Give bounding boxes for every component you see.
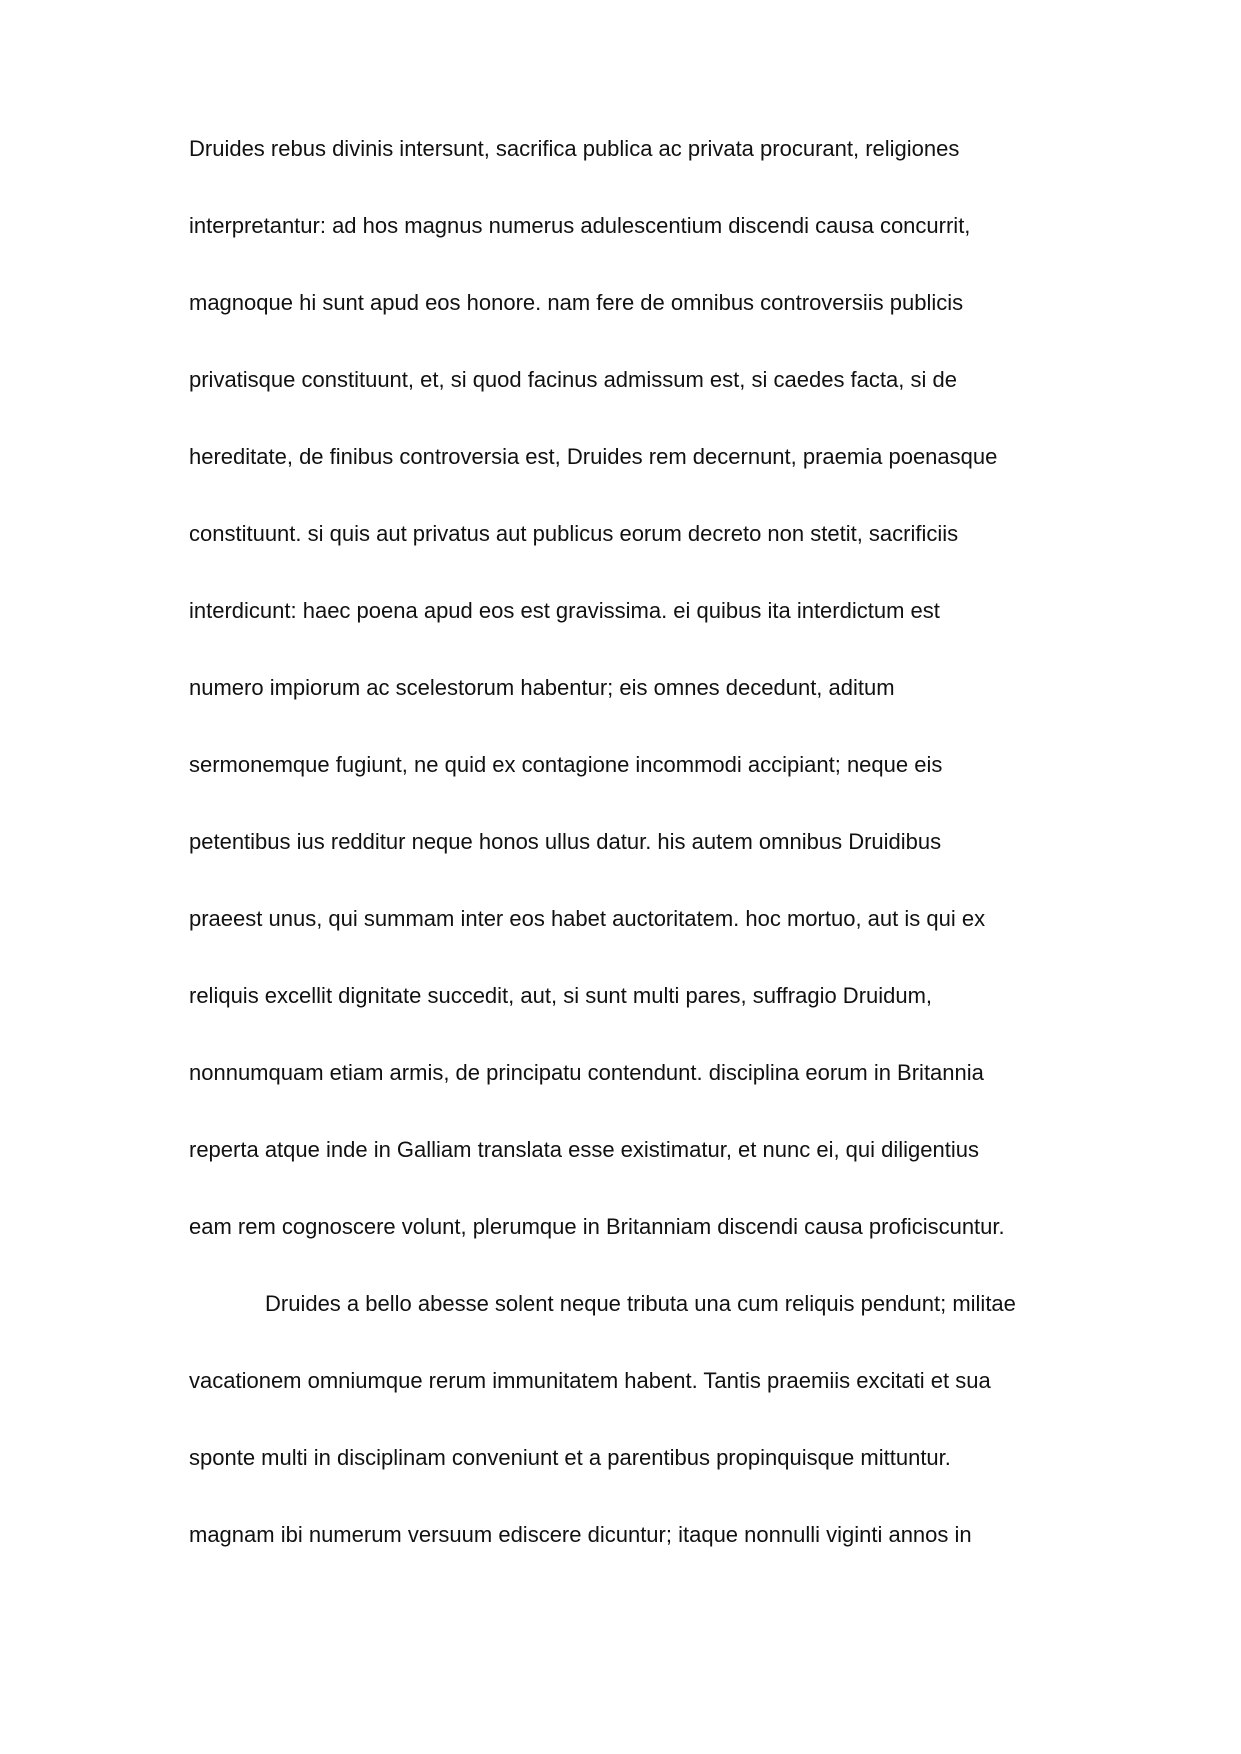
- text-line: magnam ibi numerum versuum ediscere dicuntur; itaque nonnulli viginti annos in: [189, 1522, 972, 1547]
- document-body-text: [189, 133, 1069, 1596]
- text-line: petentibus ius redditur neque honos ullus datur. his autem omnibus Druidibus: [189, 829, 942, 854]
- text-line: interpretantur: ad hos magnus numerus adulescentium discendi causa concurrit,: [189, 213, 971, 238]
- text-line: numero impiorum ac scelestorum habentur; eis omnes decedunt, aditum: [189, 675, 895, 700]
- text-line: nonnumquam etiam armis, de principatu contendunt. disciplina eorum in Britannia: [189, 1060, 984, 1085]
- text-line: magnoque hi sunt apud eos honore. nam fere de omnibus controversiis publicis: [189, 290, 964, 315]
- text-line: privatisque constituunt, et, si quod facinus admissum est, si caedes facta, si de: [189, 367, 957, 392]
- text-line: vacationem omniumque rerum immunitatem habent. Tantis praemiis excitati et sua: [189, 1368, 991, 1393]
- text-line: Druides rebus divinis intersunt, sacrifica publica ac privata procurant, religiones: [189, 136, 960, 161]
- text-line: reperta atque inde in Galliam translata esse existimatur, et nunc ei, qui diligentius: [189, 1137, 979, 1162]
- text-line: sponte multi in disciplinam conveniunt et a parentibus propinquisque mittuntur.: [189, 1445, 951, 1470]
- text-line: reliquis excellit dignitate succedit, aut, si sunt multi pares, suffragio Druidum,: [189, 983, 933, 1008]
- text-line: interdicunt: haec poena apud eos est gravissima. ei quibus ita interdictum est: [189, 598, 940, 623]
- text-line: praeest unus, qui summam inter eos habet auctoritatem. hoc mortuo, aut is qui ex: [189, 906, 986, 931]
- text-line: eam rem cognoscere volunt, plerumque in Britanniam discendi causa proficiscuntur.: [189, 1214, 1005, 1239]
- paragraph-start-line: Druides a bello abesse solent neque tributa una cum reliquis pendunt; militae: [265, 1291, 1016, 1316]
- text-line: constituunt. si quis aut privatus aut publicus eorum decreto non stetit, sacrificiis: [189, 521, 959, 546]
- text-line: sermonemque fugiunt, ne quid ex contagione incommodi accipiant; neque eis: [189, 752, 943, 777]
- text-line: hereditate, de finibus controversia est, Druides rem decernunt, praemia poenasque: [189, 444, 998, 469]
